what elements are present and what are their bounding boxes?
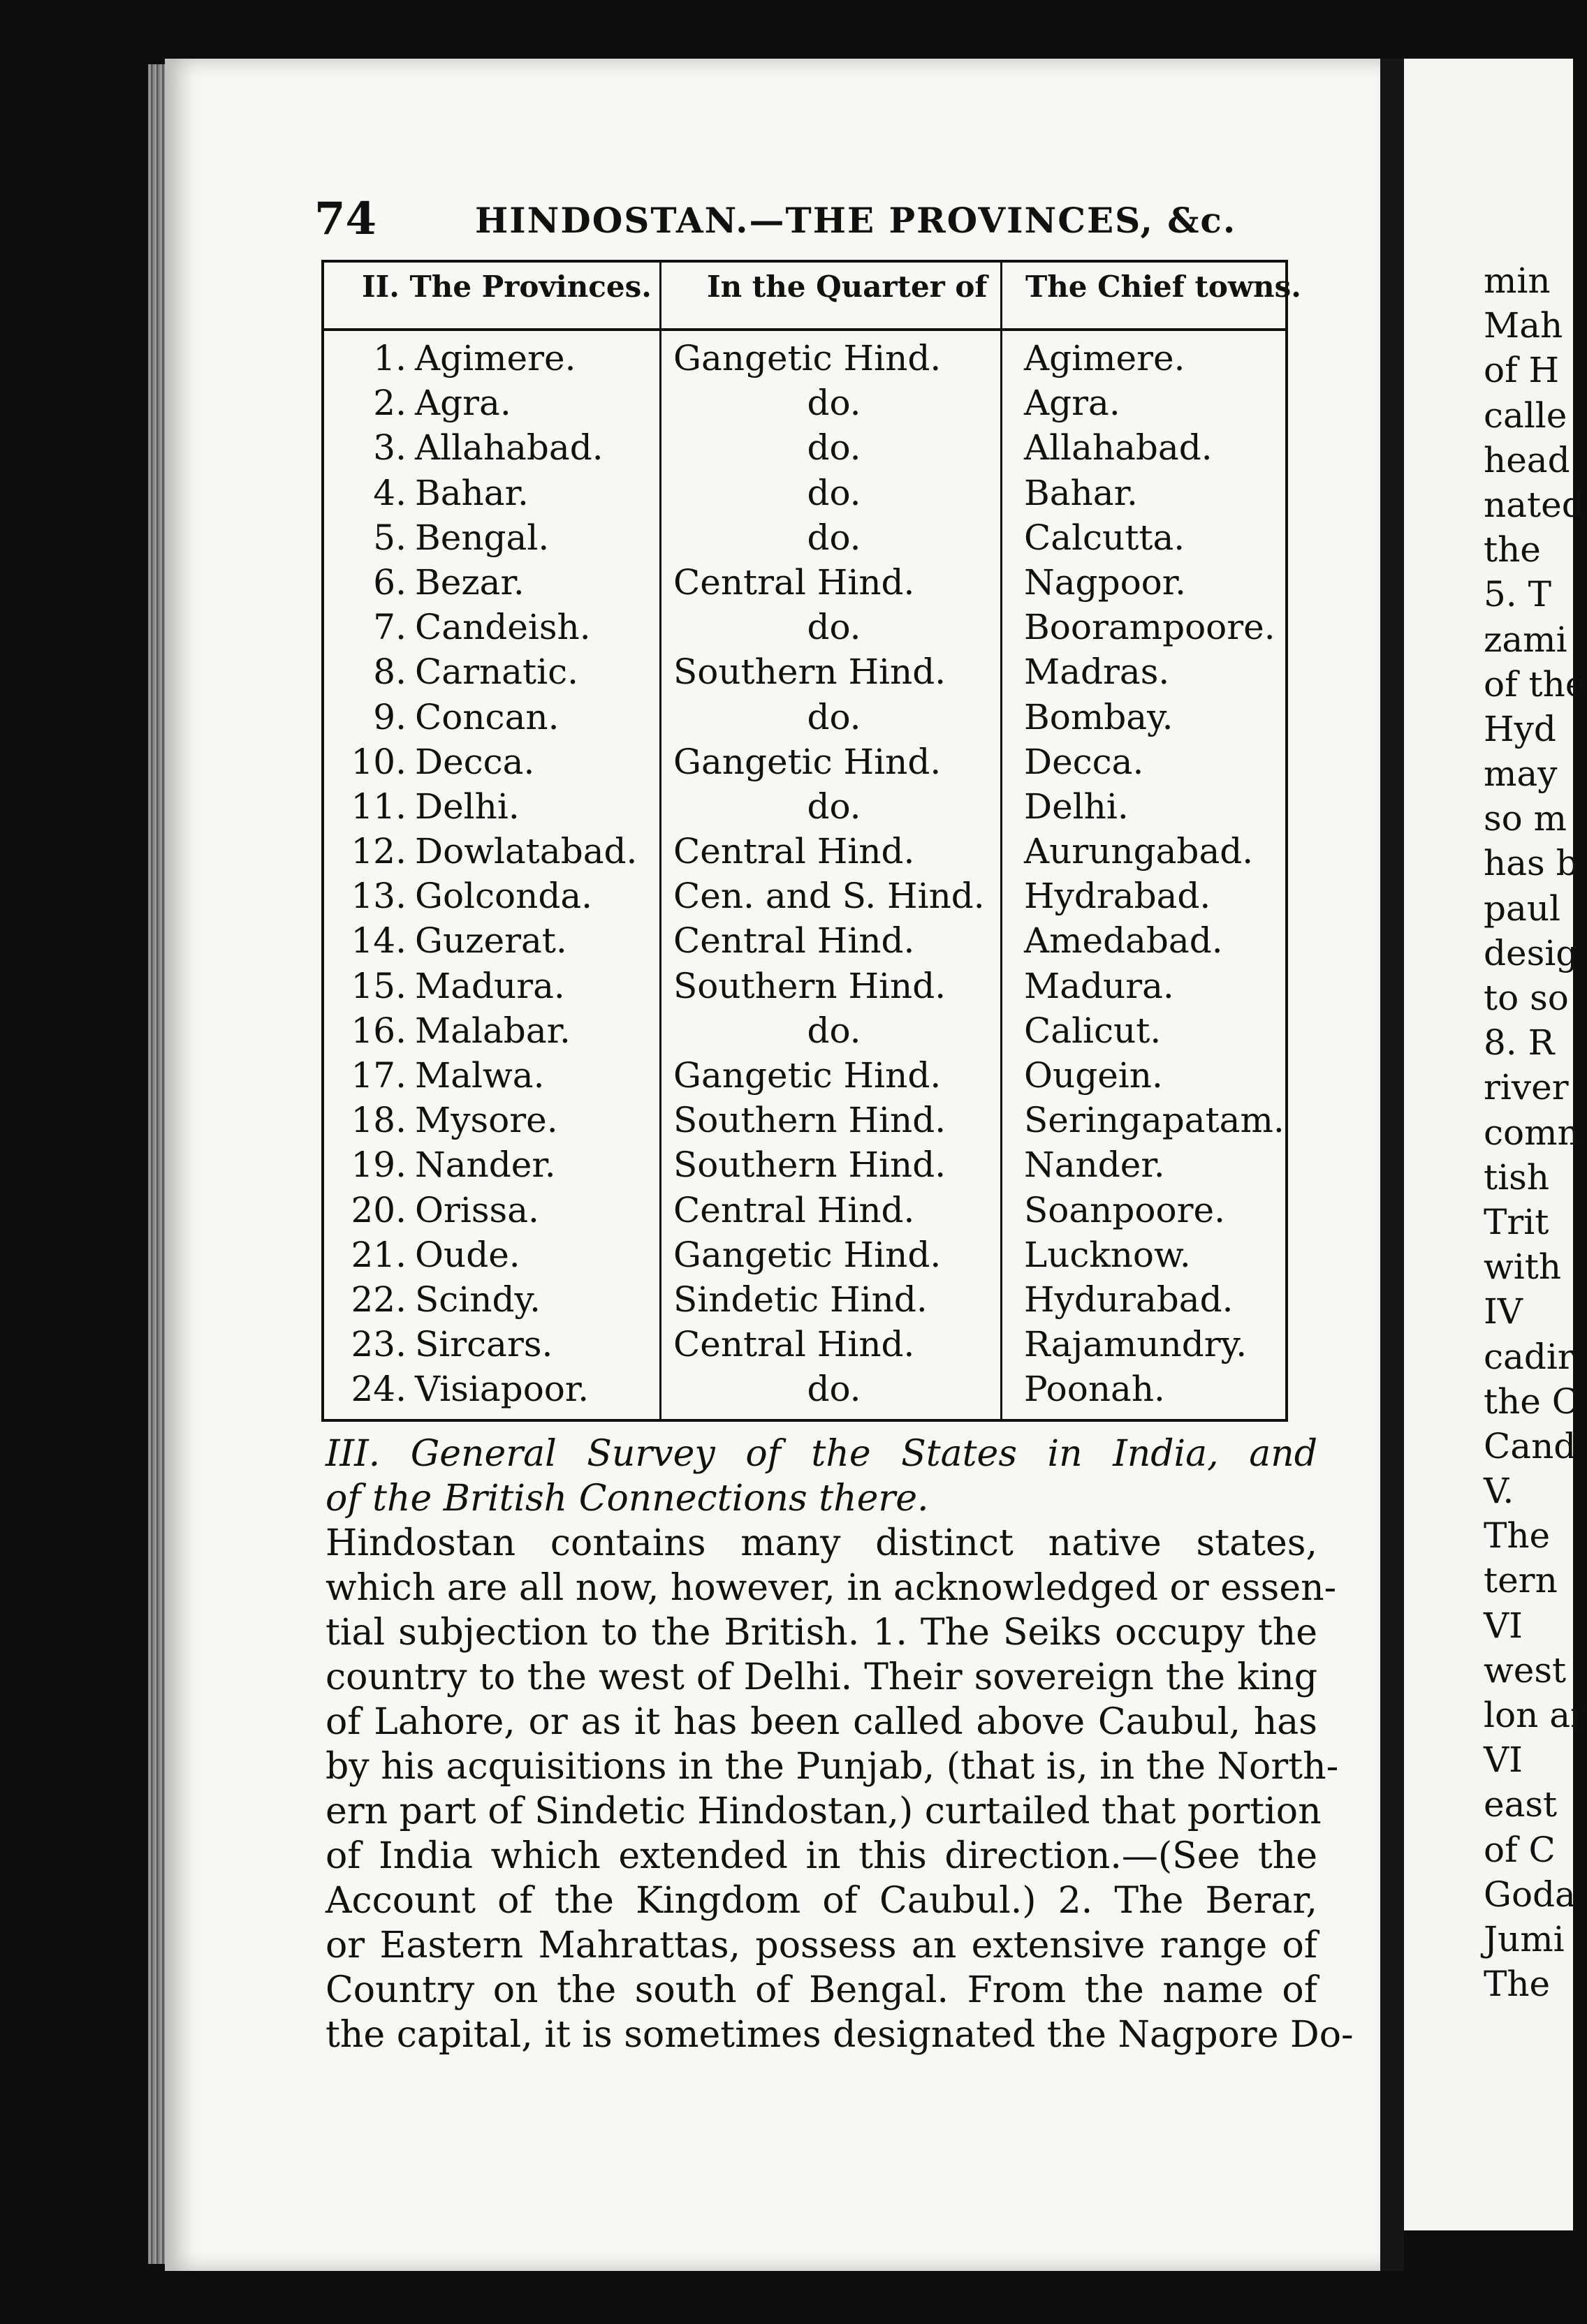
- chief-town: Boorampoore.: [1024, 607, 1275, 648]
- row-number: 14.: [351, 920, 407, 962]
- quarter-name: do.: [807, 696, 861, 737]
- right-page-fragment: desig: [1484, 932, 1579, 973]
- row-number: 11.: [351, 786, 407, 827]
- table-row: [324, 786, 1285, 831]
- right-page-fragment: to so: [1484, 978, 1569, 1018]
- right-page-fragment: The: [1484, 1515, 1551, 1557]
- provinces-table: [321, 260, 1301, 1422]
- chief-town: Lucknow.: [1024, 1234, 1191, 1275]
- row-number: 15.: [351, 965, 407, 1006]
- right-page-fragment: has b: [1484, 843, 1579, 884]
- right-page-fragment: so m: [1484, 798, 1567, 839]
- right-page-fragment: paul: [1484, 888, 1561, 929]
- chief-town: Ougein.: [1024, 1055, 1163, 1096]
- chief-town: Bahar.: [1024, 472, 1138, 513]
- chief-town: Rajamundry.: [1024, 1324, 1248, 1365]
- chief-town: Nander.: [1024, 1145, 1165, 1186]
- table-row: [324, 427, 1285, 472]
- right-page-fragment: may: [1484, 753, 1558, 795]
- table-row: [324, 966, 1285, 1010]
- page-number: 74: [314, 193, 377, 245]
- row-number: 23.: [351, 1324, 407, 1365]
- right-page-fragment: the: [1484, 529, 1541, 571]
- quarter-name: do.: [807, 383, 861, 424]
- quarter-name: do.: [807, 607, 861, 648]
- right-page-fragment: river: [1484, 1067, 1569, 1108]
- province-name: Agimere.: [415, 338, 576, 378]
- table-row: [324, 607, 1285, 652]
- row-number: 8.: [373, 652, 407, 693]
- table-row: [324, 1369, 1285, 1413]
- right-page-fragment: tern: [1484, 1560, 1558, 1601]
- row-number: 2.: [373, 383, 407, 424]
- province-name: Allahabad.: [415, 427, 604, 469]
- chief-town: Nagpoor.: [1024, 561, 1187, 603]
- body-text-line: Country on the south of Bengal. From the name of: [326, 1969, 1317, 2011]
- body-text-line: which are all now, however, in acknowledged or essen-: [326, 1567, 1337, 1609]
- right-page-fragment: 8. R: [1484, 1022, 1555, 1064]
- quarter-name: Central Hind.: [673, 831, 915, 872]
- province-name: Candeish.: [415, 607, 591, 648]
- body-text-line: country to the west of Delhi. Their sovereign the king: [326, 1656, 1317, 1698]
- chief-town: Amedabad.: [1024, 920, 1223, 962]
- province-name: Dowlatabad.: [415, 831, 638, 872]
- province-name: Orissa.: [415, 1189, 539, 1230]
- section-body: [326, 1521, 1354, 2057]
- row-number: 1.: [373, 338, 407, 378]
- chief-town: Calcutta.: [1024, 517, 1185, 558]
- right-page-fragment: Jumi: [1484, 1918, 1565, 1959]
- body-text-line: tial subjection to the British. 1. The Seiks occupy the: [326, 1612, 1317, 1654]
- table-row: [324, 1145, 1285, 1189]
- right-page-text: [1484, 258, 1587, 2006]
- quarter-name: Southern Hind.: [673, 1100, 946, 1141]
- chief-town: Decca.: [1024, 741, 1144, 782]
- quarter-name: Gangetic Hind.: [673, 338, 942, 378]
- body-text-line: of India which extended in this direction.—(See the: [326, 1835, 1317, 1877]
- table-body: [324, 338, 1285, 1414]
- row-number: 17.: [351, 1055, 407, 1096]
- table-row: [324, 1100, 1285, 1145]
- province-name: Visiapoor.: [415, 1369, 590, 1410]
- row-number: 4.: [373, 472, 407, 513]
- row-number: 9.: [373, 696, 407, 737]
- province-name: Sircars.: [415, 1324, 553, 1365]
- province-name: Bezar.: [415, 561, 525, 603]
- body-text-line: or Eastern Mahrattas, possess an extensive range of: [326, 1925, 1317, 1966]
- right-page-fragment: VI: [1484, 1605, 1523, 1646]
- table-row: [324, 1235, 1285, 1279]
- quarter-name: Central Hind.: [673, 1324, 915, 1365]
- right-page-fragment: east: [1484, 1784, 1558, 1825]
- table-row: [324, 517, 1285, 562]
- right-page-fragment: the C: [1484, 1381, 1579, 1422]
- province-name: Concan.: [415, 696, 560, 737]
- province-name: Carnatic.: [415, 652, 578, 693]
- chief-town: Aurungabad.: [1024, 831, 1254, 872]
- chief-town: Madura.: [1024, 965, 1174, 1006]
- body-text-line: of Lahore, or as it has been called above Caubul, has: [326, 1701, 1317, 1743]
- right-page-fragment: comn: [1484, 1112, 1580, 1153]
- province-name: Malwa.: [415, 1055, 545, 1096]
- chief-town: Madras.: [1024, 652, 1170, 693]
- right-page-fragment: nated: [1484, 484, 1584, 525]
- province-name: Bengal.: [415, 517, 550, 558]
- quarter-name: Gangetic Hind.: [673, 1055, 942, 1096]
- page-header: [314, 193, 1334, 256]
- province-name: Scindy.: [415, 1279, 541, 1320]
- table-row: [324, 338, 1285, 383]
- chief-town: Poonah.: [1024, 1369, 1165, 1410]
- province-name: Madura.: [415, 965, 565, 1006]
- chief-town: Allahabad.: [1024, 427, 1213, 469]
- right-page-fragment: west: [1484, 1649, 1567, 1691]
- running-title: HINDOSTAN.—THE PROVINCES, &c.: [475, 200, 1237, 241]
- table-row: [324, 920, 1285, 965]
- province-name: Malabar.: [415, 1010, 571, 1051]
- row-number: 5.: [373, 517, 407, 558]
- quarter-name: do.: [807, 1010, 861, 1051]
- right-page-fragment: cadir: [1484, 1336, 1574, 1377]
- province-name: Oude.: [415, 1234, 520, 1275]
- table-row: [324, 1190, 1285, 1235]
- chief-town: Delhi.: [1024, 786, 1129, 827]
- quarter-name: Southern Hind.: [673, 1145, 946, 1186]
- right-page-fragment: of H: [1484, 350, 1560, 391]
- row-number: 21.: [351, 1234, 407, 1275]
- right-page-fragment: V.: [1484, 1471, 1514, 1512]
- quarter-name: do.: [807, 427, 861, 469]
- right-page-fragment: head: [1484, 439, 1570, 480]
- right-page-fragment: Mah: [1484, 305, 1563, 346]
- table-row: [324, 876, 1285, 920]
- chief-town: Agimere.: [1024, 338, 1185, 378]
- quarter-name: do.: [807, 472, 861, 513]
- right-page-fragment: calle: [1484, 395, 1567, 436]
- quarter-name: do.: [807, 786, 861, 827]
- province-name: Bahar.: [415, 472, 529, 513]
- chief-town: Seringapatam.: [1024, 1100, 1285, 1141]
- province-name: Agra.: [415, 383, 511, 424]
- province-name: Mysore.: [415, 1100, 558, 1141]
- chief-town: Hydurabad.: [1024, 1279, 1234, 1320]
- quarter-name: Gangetic Hind.: [673, 741, 942, 782]
- quarter-name: Gangetic Hind.: [673, 1234, 942, 1275]
- quarter-name: Sindetic Hind.: [673, 1279, 928, 1320]
- row-number: 3.: [373, 427, 407, 469]
- right-page-fragment: The: [1484, 1964, 1551, 2005]
- table-row: [324, 742, 1285, 786]
- quarter-name: Southern Hind.: [673, 965, 946, 1006]
- body-text-line: Hindostan contains many distinct native states,: [326, 1522, 1317, 1564]
- right-page-fragment: VI: [1484, 1740, 1523, 1781]
- row-number: 19.: [351, 1145, 407, 1186]
- body-text-line: by his acquisitions in the Punjab, (that is, in the North-: [326, 1746, 1339, 1788]
- quarter-name: Central Hind.: [673, 920, 915, 962]
- right-page-fragment: 5. T: [1484, 574, 1551, 615]
- general-survey-section: [326, 1432, 1354, 2057]
- province-name: Nander.: [415, 1145, 556, 1186]
- quarter-name: Cen. and S. Hind.: [673, 876, 985, 917]
- body-text-line: Account of the Kingdom of Caubul.) 2. The Berar,: [326, 1880, 1317, 1922]
- table-row: [324, 652, 1285, 696]
- table-row: [324, 1010, 1285, 1055]
- header-rule: [324, 328, 1285, 331]
- right-page-fragment: min: [1484, 260, 1551, 301]
- right-page-fragment: lon ar: [1484, 1695, 1587, 1735]
- quarter-name: Central Hind.: [673, 1189, 915, 1230]
- row-number: 6.: [373, 561, 407, 603]
- table-row: [324, 562, 1285, 607]
- row-number: 13.: [351, 876, 407, 917]
- chief-town: Agra.: [1024, 383, 1120, 424]
- table-row: [324, 1055, 1285, 1100]
- right-page-fragment: IV: [1484, 1291, 1523, 1332]
- province-name: Decca.: [415, 741, 535, 782]
- province-name: Guzerat.: [415, 920, 567, 962]
- right-page-fragment: Trit: [1484, 1201, 1549, 1242]
- row-number: 10.: [351, 741, 407, 782]
- row-number: 12.: [351, 831, 407, 872]
- row-number: 22.: [351, 1279, 407, 1320]
- right-page-fragment: Cand: [1484, 1425, 1577, 1466]
- column-header-quarter: In the Quarter of: [707, 270, 988, 304]
- row-number: 16.: [351, 1010, 407, 1051]
- column-header-provinces: II. The Provinces.: [362, 270, 652, 304]
- quarter-name: do.: [807, 517, 861, 558]
- quarter-name: do.: [807, 1369, 861, 1410]
- right-page-fragment: Goda: [1484, 1874, 1576, 1915]
- body-text-line: the capital, it is sometimes designated the Nagpore Do-: [326, 2014, 1354, 2056]
- right-page-fragment: of C: [1484, 1829, 1556, 1870]
- right-page-fragment: Hyd: [1484, 708, 1556, 749]
- row-number: 24.: [351, 1369, 407, 1410]
- body-text-line: ern part of Sindetic Hindostan,) curtailed that portion: [326, 1790, 1322, 1832]
- table-row: [324, 383, 1285, 427]
- quarter-name: Central Hind.: [673, 561, 915, 603]
- table-row: [324, 697, 1285, 742]
- right-page-fragment: zami: [1484, 619, 1567, 660]
- chief-town: Calicut.: [1024, 1010, 1162, 1051]
- right-page-fragment: tish: [1484, 1156, 1549, 1198]
- row-number: 7.: [373, 607, 407, 648]
- table-row: [324, 1324, 1285, 1369]
- chief-town: Bombay.: [1024, 696, 1173, 737]
- section-heading-line: of the British Connections there.: [326, 1478, 929, 1520]
- row-number: 20.: [351, 1189, 407, 1230]
- table-row: [324, 831, 1285, 876]
- quarter-name: Southern Hind.: [673, 652, 946, 693]
- section-heading-line: III. General Survey of the States in India, and: [326, 1433, 1317, 1475]
- chief-town: Soanpoore.: [1024, 1189, 1225, 1230]
- table-row: [324, 1279, 1285, 1324]
- right-page-fragment: of the: [1484, 663, 1586, 705]
- row-number: 18.: [351, 1100, 407, 1141]
- province-name: Golconda.: [415, 876, 593, 917]
- column-header-towns: The Chief towns.: [1025, 270, 1301, 304]
- province-name: Delhi.: [415, 786, 520, 827]
- book-gutter: [1380, 59, 1404, 2271]
- right-page-fragment: with: [1484, 1246, 1562, 1288]
- chief-town: Hydrabad.: [1024, 876, 1211, 917]
- table-row: [324, 473, 1285, 517]
